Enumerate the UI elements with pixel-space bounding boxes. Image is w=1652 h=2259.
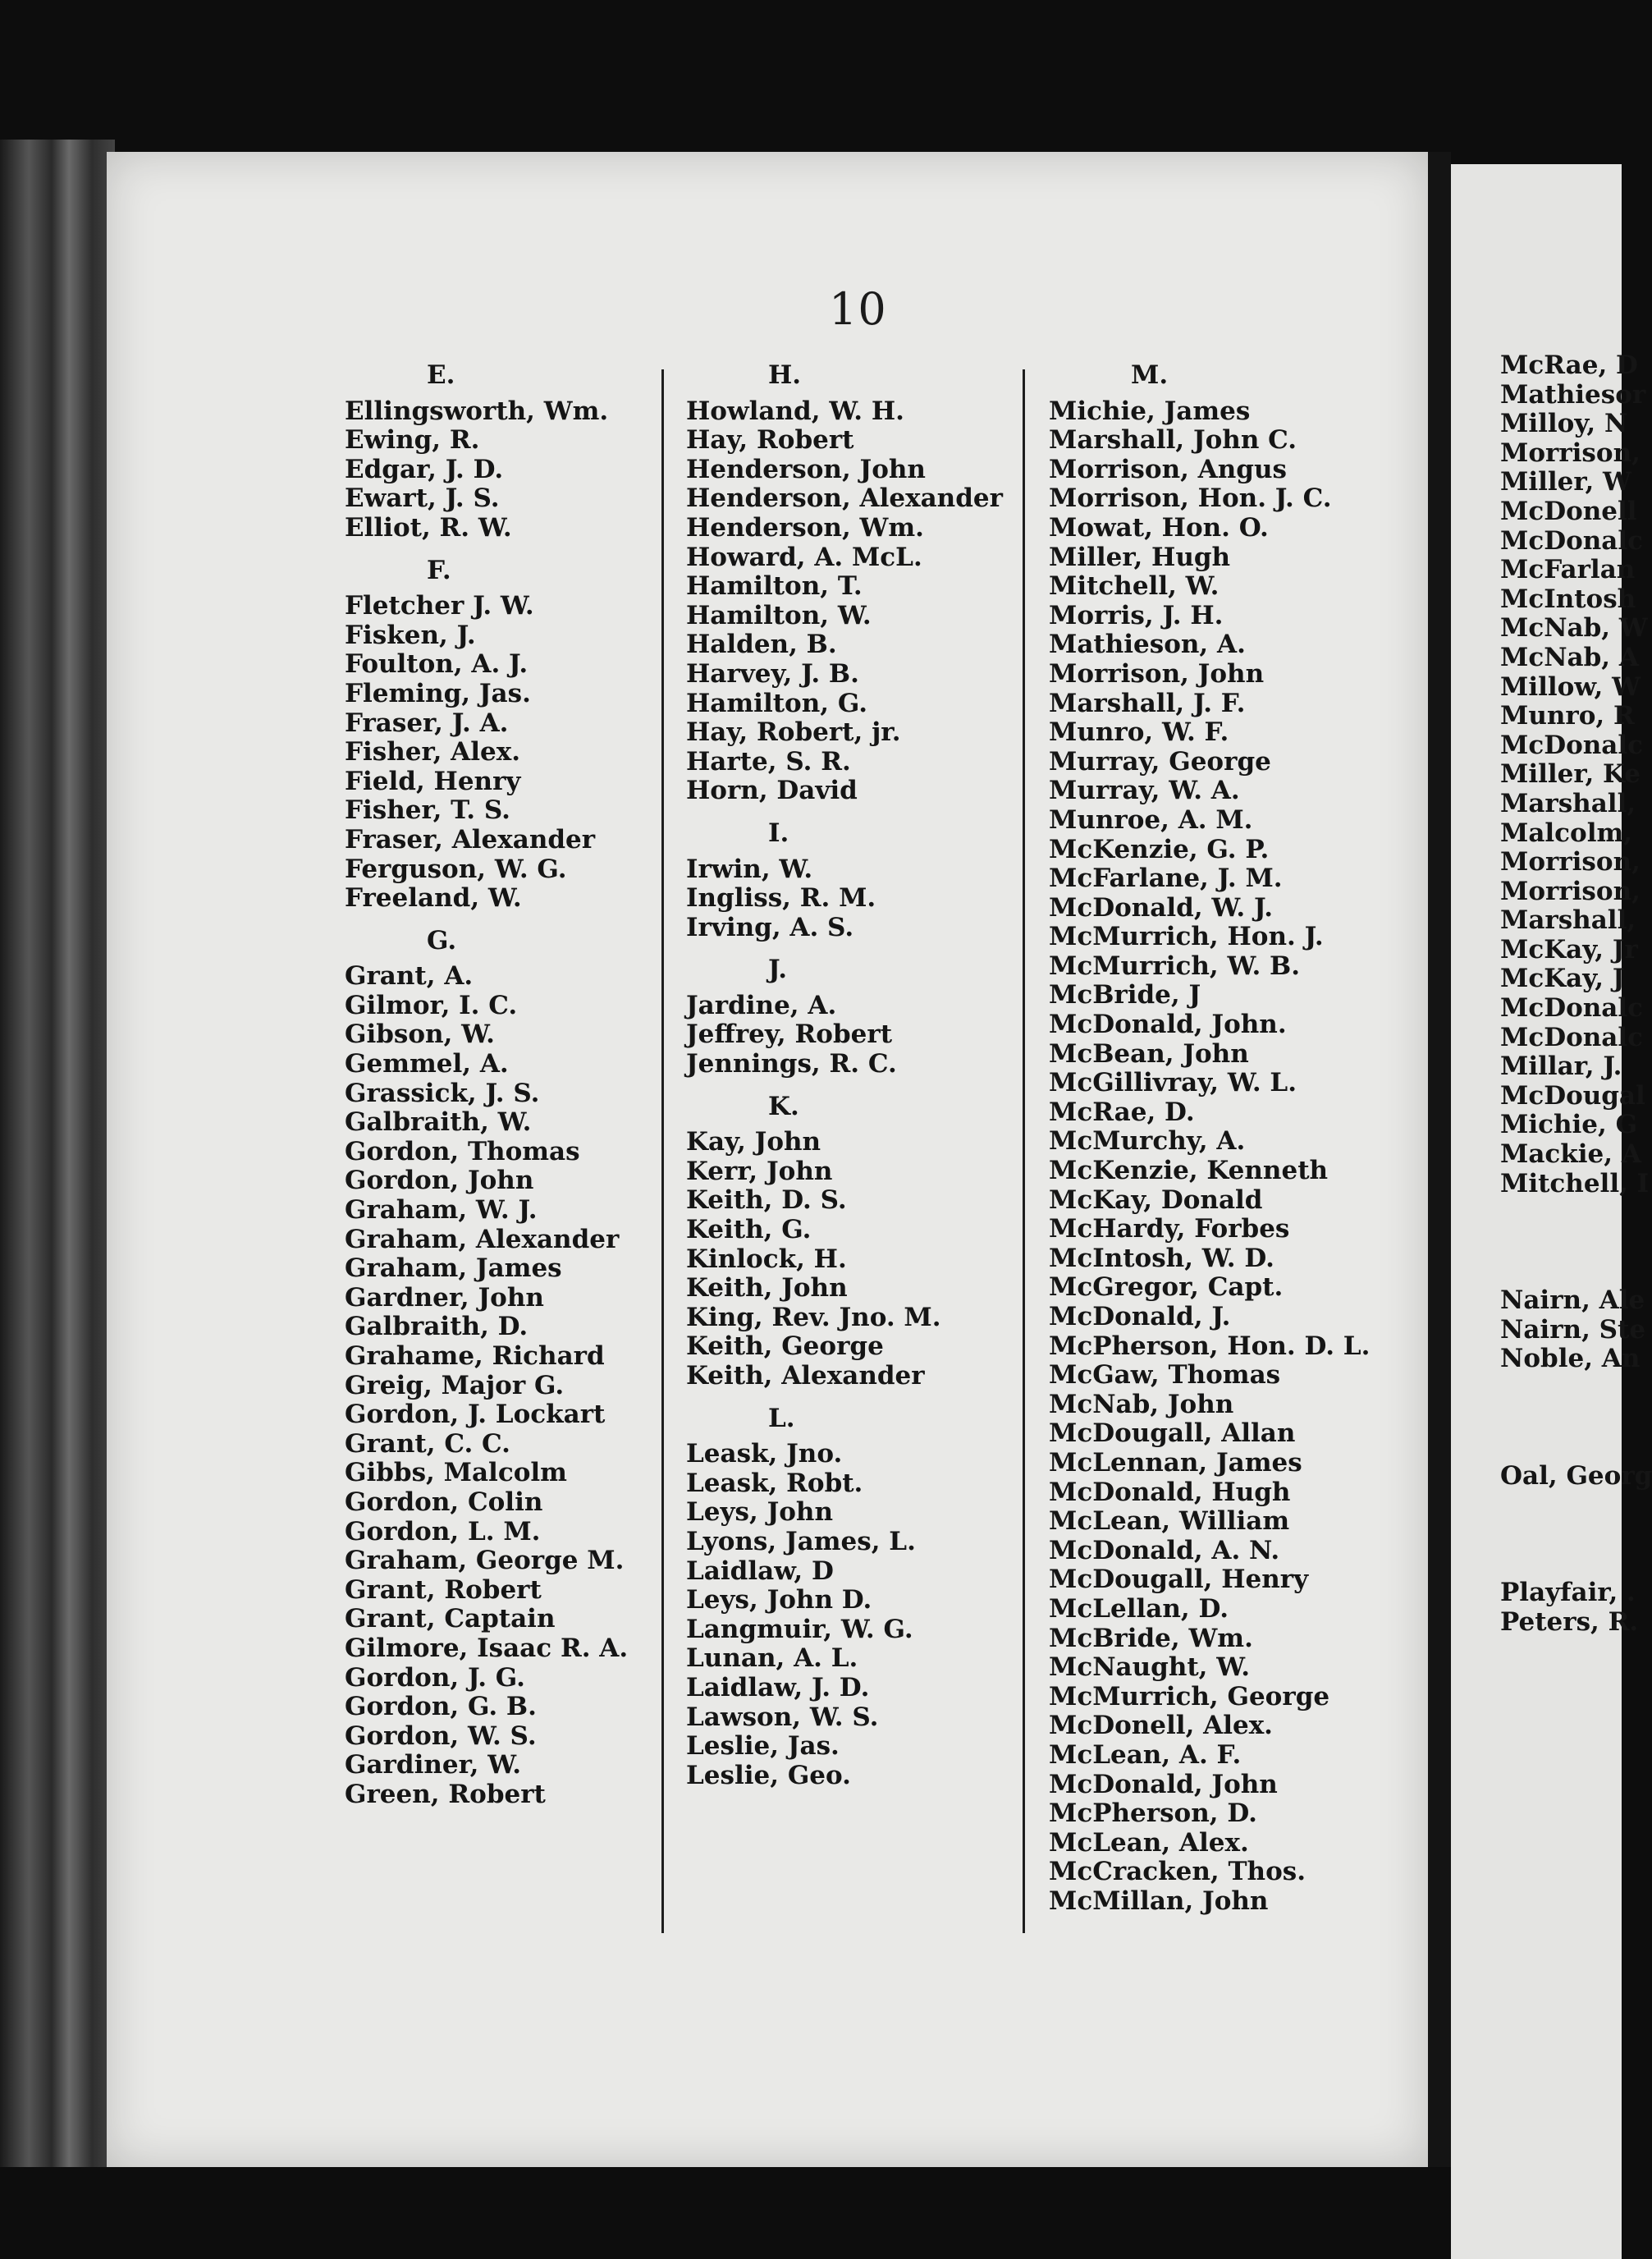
facing-page-name-fragment: Millar, J.: [1500, 1052, 1622, 1082]
facing-page-name-fragment: Munro, R: [1500, 701, 1635, 731]
member-name: Ewing, R.: [345, 425, 480, 456]
section-letter: L.: [768, 1403, 795, 1433]
section-letter: K.: [768, 1091, 799, 1121]
member-name: Murray, George: [1049, 746, 1271, 777]
facing-page-name-fragment: Mathiesor: [1500, 379, 1646, 410]
member-name: Miller, Hugh: [1049, 542, 1231, 572]
facing-page-name-fragment: Nairn, Ale: [1500, 1285, 1645, 1315]
member-name: McLennan, James: [1049, 1447, 1302, 1478]
member-name: Gilmore, Isaac R. A.: [345, 1633, 629, 1663]
member-name: Morrison, Hon. J. C.: [1049, 483, 1332, 514]
member-name: McDonald, W. J.: [1049, 892, 1274, 923]
member-name: Leslie, Jas.: [686, 1731, 840, 1762]
member-name: Graham, Alexander: [345, 1224, 620, 1254]
member-name: Munro, W. F.: [1049, 717, 1229, 748]
page-number: 10: [829, 283, 887, 335]
member-name: Freeland, W.: [345, 883, 522, 914]
member-name: McBean, John: [1049, 1038, 1249, 1069]
member-name: Kinlock, H.: [686, 1244, 847, 1274]
member-name: Leys, John D.: [686, 1585, 872, 1615]
facing-page-name-fragment: McDonell: [1500, 496, 1637, 526]
member-name: Lyons, James, L.: [686, 1526, 916, 1556]
member-name: Gilmor, I. C.: [345, 990, 518, 1020]
facing-page-name-fragment: Milloy, N: [1500, 409, 1628, 439]
member-name: McDougall, Allan: [1049, 1418, 1296, 1449]
member-name: Gordon, W. S.: [345, 1721, 537, 1751]
facing-page-name-fragment: Peters, R.: [1500, 1606, 1639, 1637]
member-name: Graham, George M.: [345, 1546, 625, 1576]
member-name: Marshall, John C.: [1049, 425, 1297, 456]
member-name: Gordon, G. B.: [345, 1692, 537, 1722]
member-name: Hay, Robert: [686, 425, 854, 456]
section-letter: M.: [1131, 360, 1169, 390]
member-name: Galbraith, W.: [345, 1107, 532, 1138]
member-name: Hamilton, W.: [686, 600, 872, 630]
member-name: McGaw, Thomas: [1049, 1360, 1281, 1391]
facing-page-name-fragment: McDougal: [1500, 1080, 1645, 1111]
member-name: Elliot, R. W.: [345, 512, 512, 543]
facing-page-name-fragment: McDonalc: [1500, 730, 1644, 760]
member-name: Harvey, J. B.: [686, 658, 859, 689]
member-name: Graham, W. J.: [345, 1195, 538, 1226]
facing-page-name-fragment: McRae, D: [1500, 351, 1638, 380]
member-name: McPherson, D.: [1049, 1798, 1257, 1829]
member-name: McHardy, Forbes: [1049, 1214, 1290, 1244]
facing-page-name-fragment: McKay, J: [1500, 964, 1625, 994]
member-name: Green, Robert: [345, 1779, 546, 1809]
member-name: McGregor, Capt.: [1049, 1272, 1284, 1303]
name-column-e-g: [345, 361, 648, 1810]
member-name: Kay, John: [686, 1127, 821, 1157]
facing-page-name-fragment: McDonalc: [1500, 525, 1644, 556]
member-name: Hamilton, T.: [686, 571, 863, 602]
member-name: Gordon, John: [345, 1166, 534, 1196]
facing-page-name-fragment: Millow, W: [1500, 671, 1641, 702]
member-name: Leys, John: [686, 1497, 833, 1528]
book-binding: [0, 140, 115, 2167]
facing-page-name-fragment: McNab, A: [1500, 642, 1639, 672]
member-name: Gordon, L. M.: [345, 1516, 541, 1546]
facing-page-name-fragment: Marshall,: [1500, 905, 1636, 936]
member-name: Field, Henry: [345, 766, 521, 796]
member-name: Leslie, Geo.: [686, 1760, 851, 1790]
member-name: Gordon, J. Lockart: [345, 1400, 606, 1430]
facing-page-name-fragment: McDonalc: [1500, 993, 1644, 1024]
member-name: Graham, James: [345, 1253, 562, 1284]
member-name: Fisher, Alex.: [345, 737, 520, 768]
member-name: Fraser, J. A.: [345, 708, 509, 738]
member-name: Halden, B.: [686, 630, 837, 660]
member-name: Fisher, T. S.: [345, 795, 510, 826]
member-name: McBride, J: [1049, 980, 1201, 1010]
member-name: McKay, Donald: [1049, 1184, 1263, 1215]
member-name: Jardine, A.: [686, 990, 837, 1020]
member-name: Ingliss, R. M.: [686, 883, 876, 914]
member-name: Marshall, J. F.: [1049, 688, 1246, 718]
member-name: McLean, Alex.: [1049, 1827, 1249, 1858]
member-name: McFarlane, J. M.: [1049, 864, 1283, 894]
member-name: Irwin, W.: [686, 854, 813, 884]
facing-page-name-fragment: McFarlan: [1500, 555, 1636, 585]
member-name: McNaught, W.: [1049, 1652, 1251, 1683]
section-letter: E.: [427, 360, 455, 390]
facing-page-name-fragment: Morrison,: [1500, 438, 1641, 468]
member-name: Michie, James: [1049, 396, 1251, 426]
member-name: Morrison, John: [1049, 658, 1265, 689]
member-name: Fraser, Alexander: [345, 824, 596, 855]
facing-page-name-fragment: McKay, Jr: [1500, 934, 1638, 965]
member-name: Henderson, John: [686, 454, 926, 484]
member-name: McPherson, Hon. D. L.: [1049, 1331, 1371, 1361]
facing-page-name-fragment: McDonalc: [1500, 1022, 1644, 1052]
facing-page-name-fragment: Morrison,: [1500, 876, 1641, 906]
member-name: McLellan, D.: [1049, 1593, 1229, 1624]
member-name: Ellingsworth, Wm.: [345, 396, 609, 426]
member-name: Edgar, J. D.: [345, 454, 504, 484]
member-name: McDonald, John.: [1049, 1010, 1287, 1040]
member-name: Gibbs, Malcolm: [345, 1458, 567, 1488]
member-name: Hay, Robert, jr.: [686, 717, 901, 748]
member-name: Leask, Robt.: [686, 1468, 863, 1498]
member-name: Fleming, Jas.: [345, 678, 531, 708]
section-letter: G.: [427, 925, 457, 955]
member-name: King, Rev. Jno. M.: [686, 1302, 941, 1332]
member-name: Galbraith, D.: [345, 1312, 529, 1342]
member-name: McMurrich, W. B.: [1049, 951, 1301, 981]
column-rule: [661, 369, 664, 1933]
member-name: Jeffrey, Robert: [686, 1020, 893, 1050]
member-name: Gordon, Thomas: [345, 1136, 580, 1166]
facing-page-name-fragment: Noble, An: [1500, 1344, 1641, 1374]
member-name: McLean, William: [1049, 1506, 1290, 1537]
facing-page: [1451, 164, 1652, 2259]
member-name: McDonald, A. N.: [1049, 1535, 1280, 1565]
member-name: Leask, Jno.: [686, 1439, 843, 1469]
member-name: McDougall, Henry: [1049, 1565, 1309, 1595]
member-name: McDonell, Alex.: [1049, 1711, 1273, 1741]
name-column-m: [1049, 361, 1377, 1916]
facing-page-name-fragment: Mackie, A: [1500, 1139, 1641, 1170]
member-name: Gordon, J. G.: [345, 1662, 525, 1693]
member-name: Howard, A. McL.: [686, 542, 922, 572]
member-name: Grant, Robert: [345, 1574, 542, 1605]
facing-page-name-fragment: Malcolm,: [1500, 818, 1633, 848]
member-name: McRae, D.: [1049, 1097, 1195, 1127]
facing-page-name-fragment: Miller, W: [1500, 467, 1631, 497]
member-name: Keith, Alexander: [686, 1361, 925, 1391]
member-name: Grassick, J. S.: [345, 1078, 540, 1108]
member-name: Fisken, J.: [345, 620, 476, 650]
member-name: Hamilton, G.: [686, 688, 868, 718]
facing-page-name-fragment: McIntosh: [1500, 584, 1636, 614]
member-name: Jennings, R. C.: [686, 1049, 897, 1079]
member-name: Morris, J. H.: [1049, 600, 1224, 630]
member-name: Grant, A.: [345, 961, 474, 992]
facing-page-fragments: [1500, 351, 1652, 1637]
member-name: Ewart, J. S.: [345, 483, 500, 514]
member-name: Horn, David: [686, 776, 858, 806]
member-name: Murray, W. A.: [1049, 776, 1240, 806]
facing-page-name-fragment: Miller, Ke: [1500, 759, 1641, 790]
facing-page-name-fragment: Morrison,: [1500, 847, 1641, 877]
member-name: Foulton, A. J.: [345, 649, 529, 680]
member-name: Henderson, Alexander: [686, 483, 1003, 514]
member-name: Lawson, W. S.: [686, 1702, 879, 1732]
member-name: Mathieson, A.: [1049, 630, 1246, 660]
member-name: McDonald, Hugh: [1049, 1477, 1291, 1507]
facing-page-name-fragment: Nairn, Ste: [1500, 1314, 1646, 1345]
member-name: Grahame, Richard: [345, 1341, 605, 1371]
member-name: Keith, D. S.: [686, 1185, 847, 1216]
member-name: Mitchell, W.: [1049, 571, 1220, 602]
member-name: Keith, George: [686, 1331, 884, 1362]
member-name: Gardner, John: [345, 1282, 544, 1313]
member-name: Langmuir, W. G.: [686, 1614, 913, 1644]
member-name: Gemmel, A.: [345, 1049, 509, 1079]
member-name: McGillivray, W. L.: [1049, 1068, 1297, 1098]
member-name: McMurrich, Hon. J.: [1049, 922, 1324, 952]
member-name: Laidlaw, J. D.: [686, 1672, 870, 1702]
member-name: Gardiner, W.: [345, 1750, 522, 1780]
member-name: Munroe, A. M.: [1049, 804, 1253, 835]
facing-page-name-fragment: Marshall,: [1500, 788, 1636, 818]
member-name: McCracken, Thos.: [1049, 1857, 1306, 1887]
member-name: McMurrich, George: [1049, 1681, 1330, 1711]
member-name: McDonald, John: [1049, 1769, 1278, 1799]
member-name: Morrison, Angus: [1049, 454, 1287, 484]
member-name: Grant, C. C.: [345, 1428, 510, 1459]
section-letter: J.: [768, 955, 788, 985]
member-name: McIntosh, W. D.: [1049, 1243, 1274, 1273]
member-name: McKenzie, Kenneth: [1049, 1156, 1329, 1186]
member-name: Keith, G.: [686, 1215, 812, 1245]
member-name: Irving, A. S.: [686, 912, 854, 942]
member-name: Harte, S. R.: [686, 746, 851, 777]
member-name: McMillan, John: [1049, 1886, 1269, 1916]
section-letter: F.: [427, 555, 451, 585]
column-rule: [1023, 369, 1025, 1933]
member-name: Mowat, Hon. O.: [1049, 512, 1269, 543]
section-letter: H.: [768, 360, 802, 390]
member-name: Lunan, A. L.: [686, 1643, 858, 1674]
page-gutter: [1428, 152, 1451, 2167]
member-name: Gibson, W.: [345, 1020, 495, 1050]
member-name: Laidlaw, D: [686, 1556, 834, 1586]
member-name: McNab, John: [1049, 1389, 1234, 1419]
member-name: Henderson, Wm.: [686, 512, 924, 543]
member-name: Gordon, Colin: [345, 1487, 543, 1517]
member-name: McDonald, J.: [1049, 1302, 1231, 1331]
member-name: Keith, John: [686, 1273, 848, 1304]
member-name: Ferguson, W. G.: [345, 854, 567, 884]
section-letter: I.: [768, 818, 789, 848]
member-name: McBride, Wm.: [1049, 1623, 1253, 1653]
member-name: McLean, A. F.: [1049, 1739, 1242, 1770]
facing-page-name-fragment: Oal, Georg: [1500, 1460, 1652, 1491]
member-name: Kerr, John: [686, 1156, 833, 1186]
member-name: McMurchy, A.: [1049, 1126, 1246, 1157]
facing-page-name-fragment: Mitchell, I: [1500, 1168, 1650, 1198]
member-name: Howland, W. H.: [686, 396, 904, 426]
member-name: Fletcher J. W.: [345, 591, 534, 621]
member-name: Grant, Captain: [345, 1604, 556, 1634]
facing-page-name-fragment: McNab, W: [1500, 613, 1648, 644]
member-name: McKenzie, G. P.: [1049, 834, 1270, 864]
facing-page-name-fragment: Playfair, .: [1500, 1577, 1636, 1607]
member-name: Greig, Major G.: [345, 1370, 565, 1400]
facing-page-name-fragment: Michie, G: [1500, 1110, 1638, 1140]
name-column-h-l: [686, 361, 1006, 1790]
